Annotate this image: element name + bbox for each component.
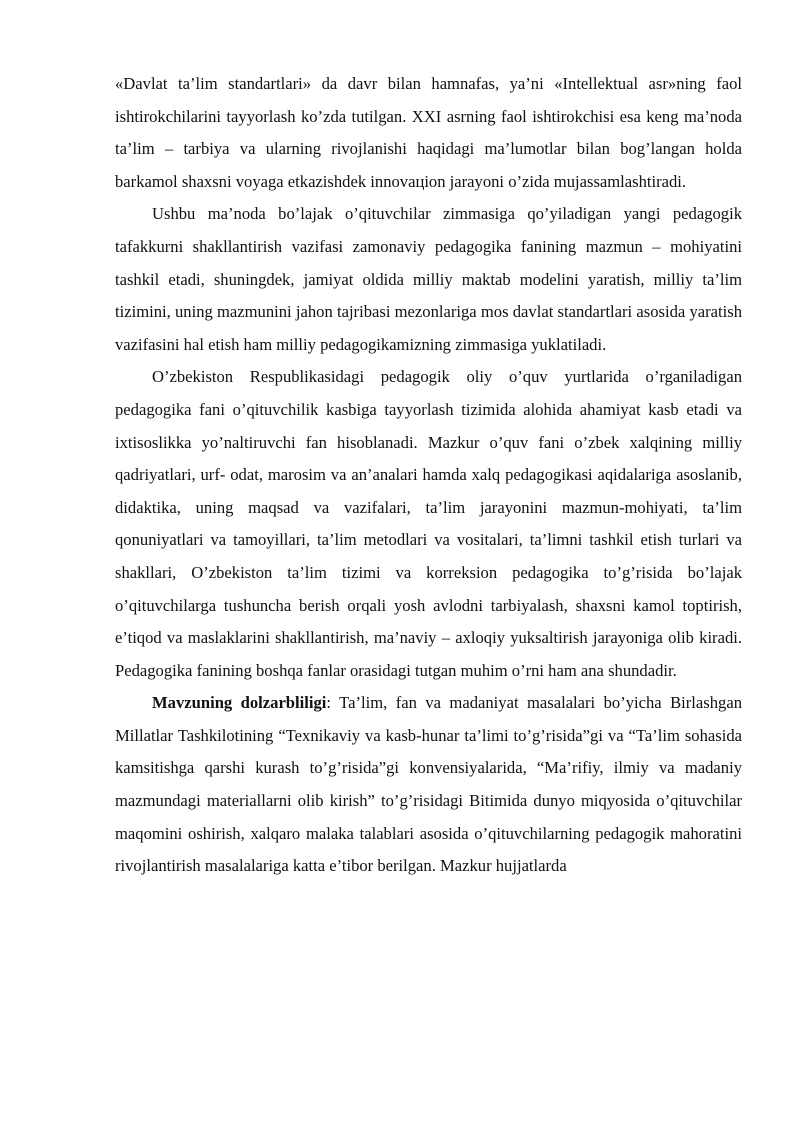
paragraph-pedagogy-subject: O’zbekiston Respublikasidagi pedagogik oliy o’quv yurtlarida o’rganiladigan pedagogika fani o’qituvchilik kasbiga tayyorlash tizimida alohida ahamiyat kasb etadi va ixtisoslikka yo’naltiruvchi fan hisoblanadi. Mazkur o’quv fani o’zbek xalqining milliy qadriyatlari, urf- odat, marosim va an’analari hamda xalq pedagogikasi aqidalariga asoslanib, didaktika, uning maqsad va vazifalari, ta’lim jarayonini mazmun-mohiyati, ta’lim qonuniyatlari va tamoyillari, ta’lim metodlari va vositalari, ta’limni tashkil etish turlari va shakllari, O’zbekiston ta’lim tizimi va korreksion pedagogika to’g’risida bo’lajak o’qituvchilarga tushuncha berish orqali yosh avlodni tarbiyalash, shaxsni kamol toptirish, e’tiqod va maslaklarini shakllantirish, ma’naviy – axloqiy yuksaltirish jarayoniga olib kiradi. Pedagogika fanining boshqa fanlar orasidagi tutgan muhim o’rni ham ana shundadir.	[115, 367, 742, 680]
paragraph-relevance	[115, 687, 742, 883]
document-page	[115, 68, 742, 883]
relevance-text: : Ta’lim, fan va madaniyat masalalari bo’yicha Birlashgan Millatlar Tashkilotining “Texnikaviy va kasb-hunar ta’limi to’g’risida”gi va “Ta’lim sohasida kamsitishga qarshi kurash to’g’risida”gi konvensiyalarida, “Ma’rifiy, ilmiy va madaniy mazmundagi materiallarni olib kirish” to’g’risidagi Bitimida dunyo miqyosida o’qituvchilar maqomini oshirish, xalqaro malaka talablari asosida o’qituvchilarning pedagogik mahoratini rivojlantirish masalalariga katta e’tibor berilgan. Mazkur hujjatlarda	[115, 693, 742, 876]
paragraph-intro: «Davlat ta’lim standartlari» da davr bilan hamnafas, ya’ni «Intellektual asr»ning faol ishtirokchilarini tayyorlash ko’zda tutilgan. XXI asrning faol ishtirokchisi esa keng ma’noda ta’lim – tarbiya va ularning rivojlanishi haqidagi ma’lumotlar bilan bog’langan holda barkamol shaxsni voyaga etkazishdek innovaцion jarayoni o’zida mujassamlashtiradi.	[115, 74, 742, 191]
relevance-heading: Mavzuning dolzarbliligi	[152, 693, 327, 713]
paragraph-teacher-duties: Ushbu ma’noda bo’lajak o’qituvchilar zimmasiga qo’yiladigan yangi pedagogik tafakkurni shakllantirish vazifasi zamonaviy pedagogika fanining mazmun – mohiyatini tashkil etadi, shuningdek, jamiyat oldida milliy maktab modelini yaratish, milliy ta’lim tizimini, uning mazmunini jahon tajribasi mezonlariga mos davlat standartlari asosida yaratish vazifasini hal etish ham milliy pedagogikamizning zimmasiga yuklatiladi.	[115, 204, 742, 354]
